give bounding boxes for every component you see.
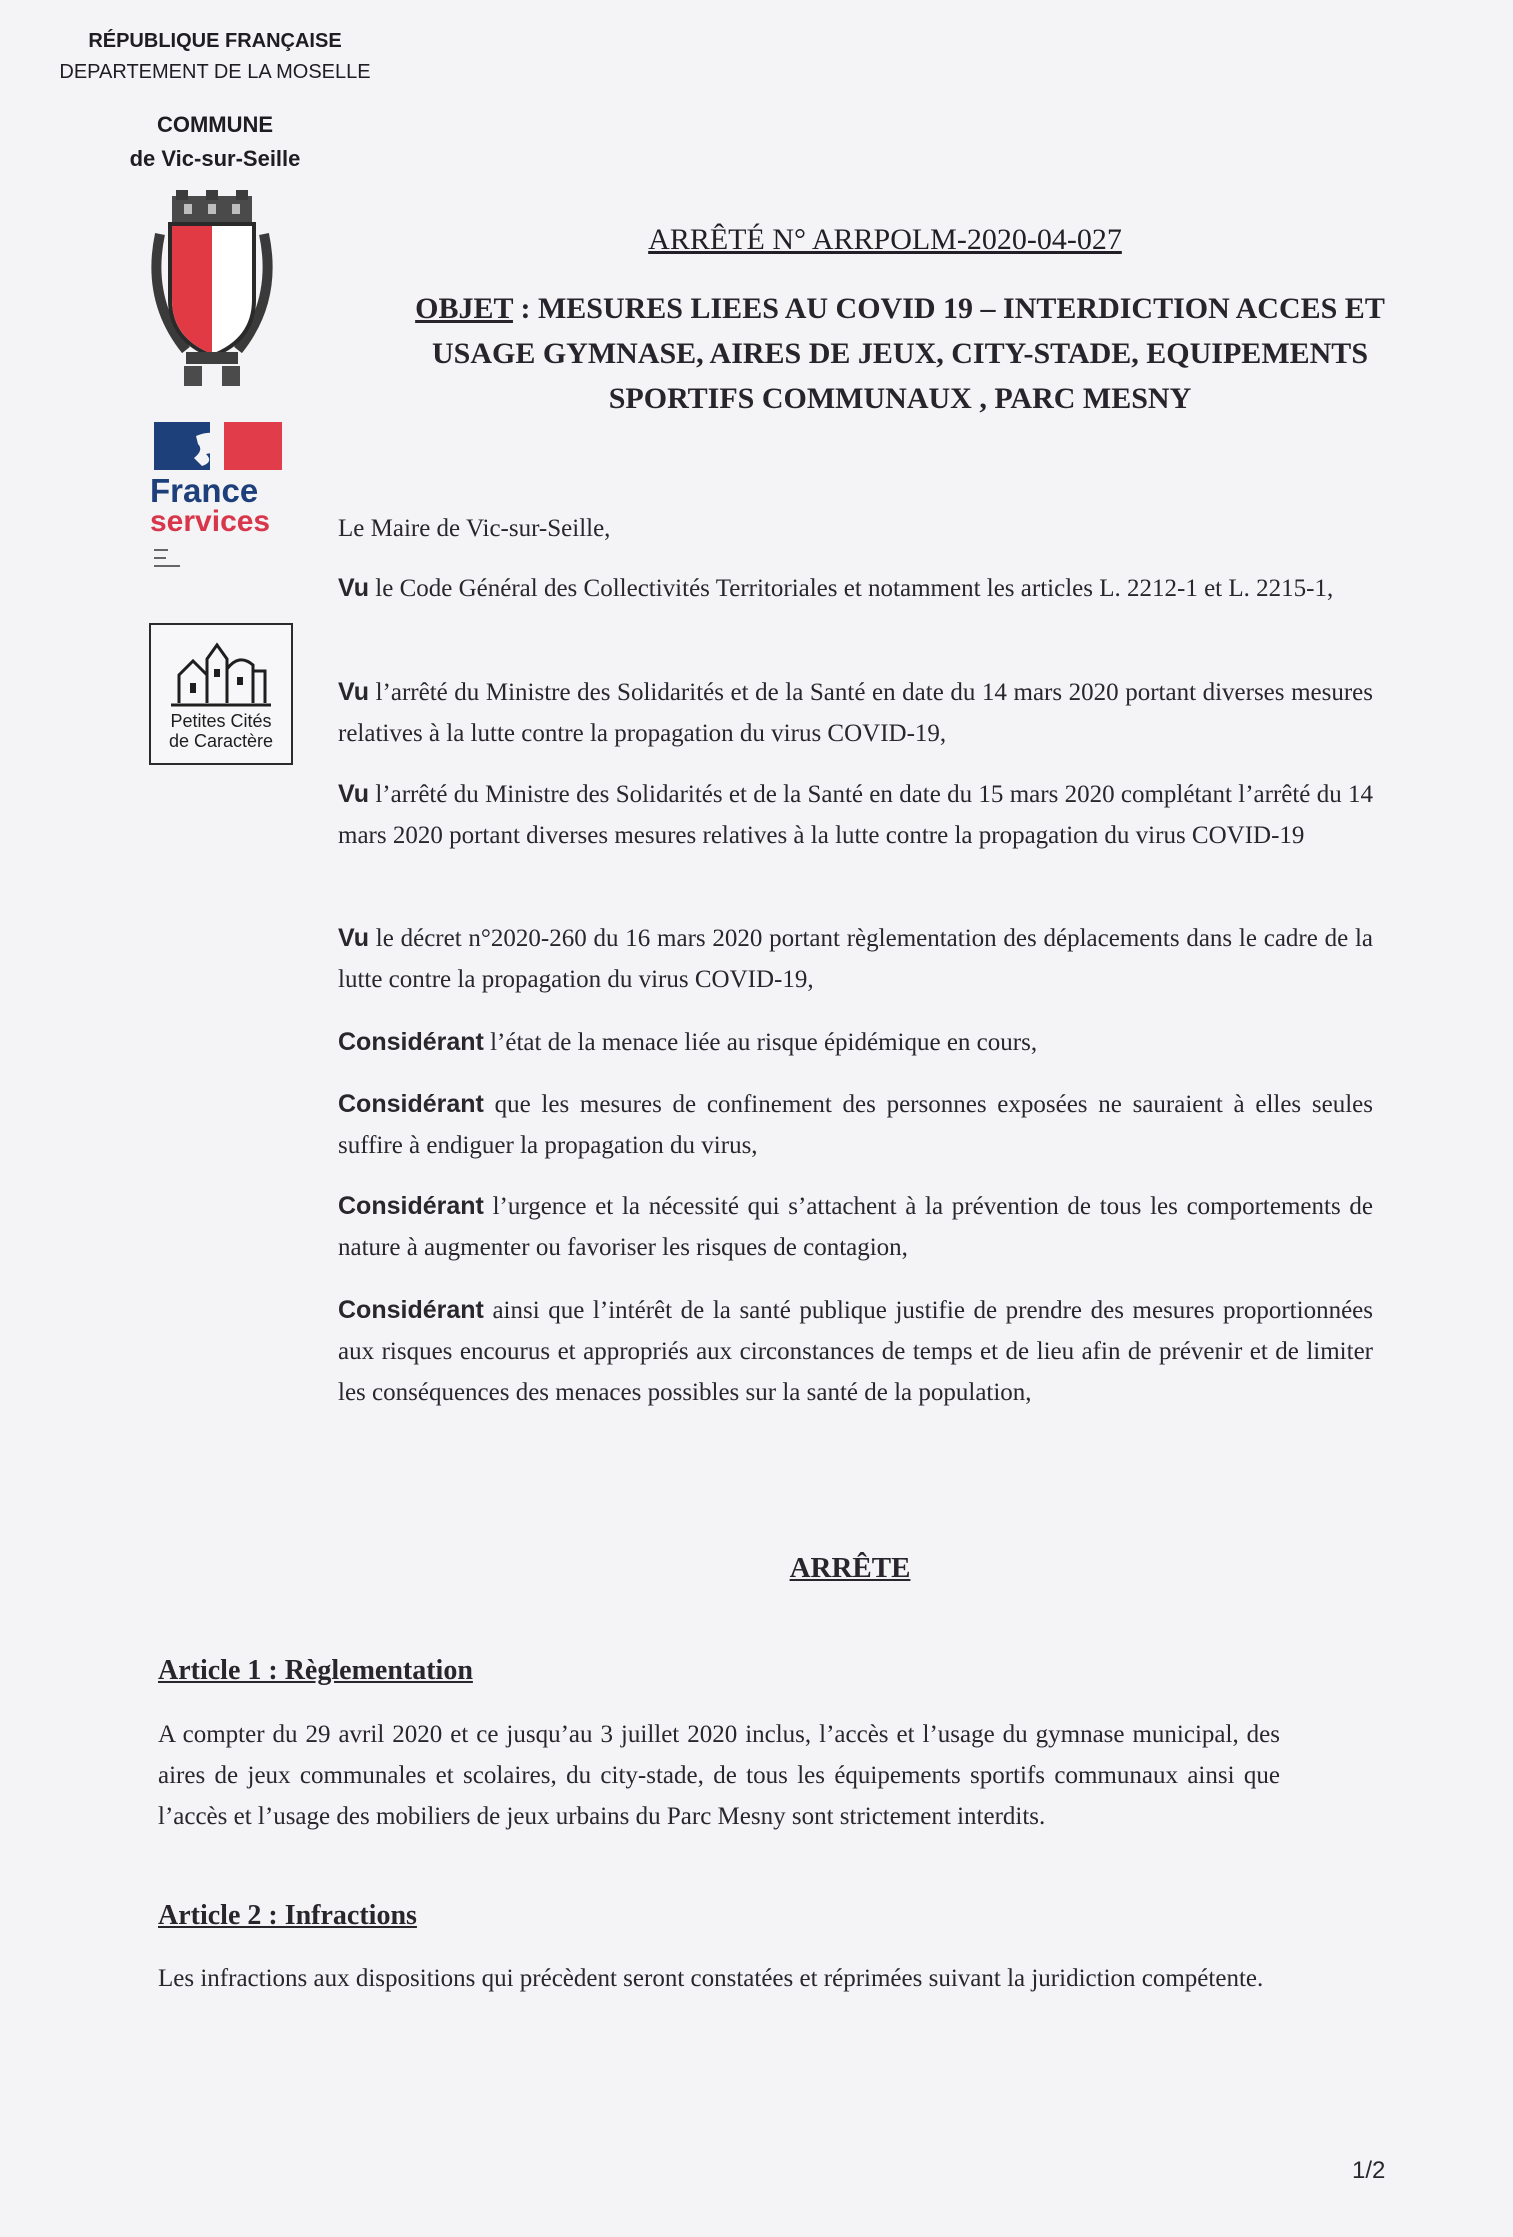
visa-paragraph <box>338 918 1373 1000</box>
article-1-text: A compter du 29 avril 2020 et ce jusqu’au 3 juillet 2020 inclus, l’accès et l’usage du gymnase municipal, des aires de jeux communales et scolaires, du city-stade, de tous les équipements sportifs communaux ainsi que l’accès et l’usage des mobiliers de jeux urbains du Parc Mesny sont strictement interdits. <box>158 1721 1280 1830</box>
visa-lead: Vu <box>338 924 370 952</box>
article-1-heading: Article 1 : Règlementation <box>158 1655 473 1686</box>
arrete-heading: ARRÊTE <box>789 1552 911 1584</box>
objet-label: OBJET <box>415 292 513 325</box>
visa-lead: Vu <box>338 574 370 602</box>
considerant-lead: Considérant <box>338 1090 484 1118</box>
village-icon <box>169 639 273 709</box>
considerant-text: l’urgence et la nécessité qui s’attachent à la prévention de tous les comportements de nature à augmenter ou favoriser les risques de contagion, <box>338 1193 1373 1261</box>
visa-lead: Vu <box>338 780 370 808</box>
visa-text: l’arrêté du Ministre des Solidarités et de la Santé en date du 14 mars 2020 portant diverses mesures relatives à la lutte contre la propagation du virus COVID-19, <box>338 679 1373 747</box>
visa-text: le décret n°2020-260 du 16 mars 2020 portant règlementation des déplacements dans le cadre de la lutte contre la propagation du virus COVID-19, <box>338 925 1373 993</box>
visa-text: l’arrêté du Ministre des Solidarités et de la Santé en date du 15 mars 2020 complétant l’arrêté du 14 mars 2020 portant diverses mesures relatives à la lutte contre la propagation du virus COVID-19 <box>338 781 1373 849</box>
petites-cites-logo <box>149 623 293 765</box>
page-number: 1/2 <box>1352 2157 1386 2184</box>
visa-paragraph <box>338 672 1373 754</box>
considerant-text: l’état de la menace liée au risque épidémique en cours, <box>483 1029 1038 1056</box>
considerant-lead: Considérant <box>338 1296 484 1324</box>
coat-of-arms-icon <box>146 190 278 386</box>
considerant-paragraph <box>338 1290 1373 1413</box>
motto-scribble-icon <box>152 544 212 584</box>
visa-lead: Vu <box>338 678 370 706</box>
departement: DEPARTEMENT DE LA MOSELLE <box>59 61 371 83</box>
petites-cites-line2: de Caractère <box>168 731 274 751</box>
visa-text: le Code Général des Collectivités Territoriales et notamment les articles L. 2212-1 et L. 2215-1, <box>369 575 1334 602</box>
france-services-line2: services <box>150 505 271 538</box>
considerant-text: que les mesures de confinement des personnes exposées ne sauraient à elles seules suffire à endiguer la propagation du virus, <box>338 1091 1373 1159</box>
visa-paragraph <box>338 774 1373 856</box>
article-2-heading: Article 2 : Infractions <box>158 1900 417 1931</box>
considerant-paragraph <box>338 1022 1373 1063</box>
petites-cites-line1: Petites Cités <box>170 711 272 731</box>
commune-name: de Vic-sur-Seille <box>129 146 301 171</box>
commune-label: COMMUNE <box>156 112 274 137</box>
france-services-logo <box>150 422 290 582</box>
considerant-lead: Considérant <box>338 1192 484 1220</box>
arrete-number: ARRÊTÉ N° ARRPOLM-2020-04-027 <box>648 223 1122 256</box>
objet-title <box>380 286 1420 421</box>
petites-cites-label <box>151 711 291 751</box>
considerant-text: ainsi que l’intérêt de la santé publique justifie de prendre des mesures proportionnées aux risques encourus et appropriés aux circonstances de temps et de lieu afin de prévenir et de limiter les conséquences des menaces possibles sur la santé de la population, <box>338 1297 1373 1406</box>
intro-paragraph: Le Maire de Vic-sur-Seille, <box>338 515 611 542</box>
letterhead-header <box>40 26 390 88</box>
considerant-lead: Considérant <box>338 1028 484 1056</box>
republique-francaise: RÉPUBLIQUE FRANÇAISE <box>88 30 342 52</box>
visa-paragraph <box>338 568 1373 609</box>
france-services-line1: France <box>150 472 259 509</box>
commune-block <box>40 108 390 176</box>
considerant-paragraph <box>338 1084 1373 1166</box>
marianne-flag-icon <box>154 422 282 470</box>
objet-text: : MESURES LIEES AU COVID 19 – INTERDICTION ACCES ET USAGE GYMNASE, AIRES DE JEUX, CITY-STADE, EQUIPEMENTS SPORTIFS COMMUNAUX , PARC MESNY <box>431 292 1385 415</box>
article-2-text: Les infractions aux dispositions qui précèdent seront constatées et réprimées suivant la juridiction compétente. <box>158 1965 1264 1992</box>
considerant-paragraph <box>338 1186 1373 1268</box>
